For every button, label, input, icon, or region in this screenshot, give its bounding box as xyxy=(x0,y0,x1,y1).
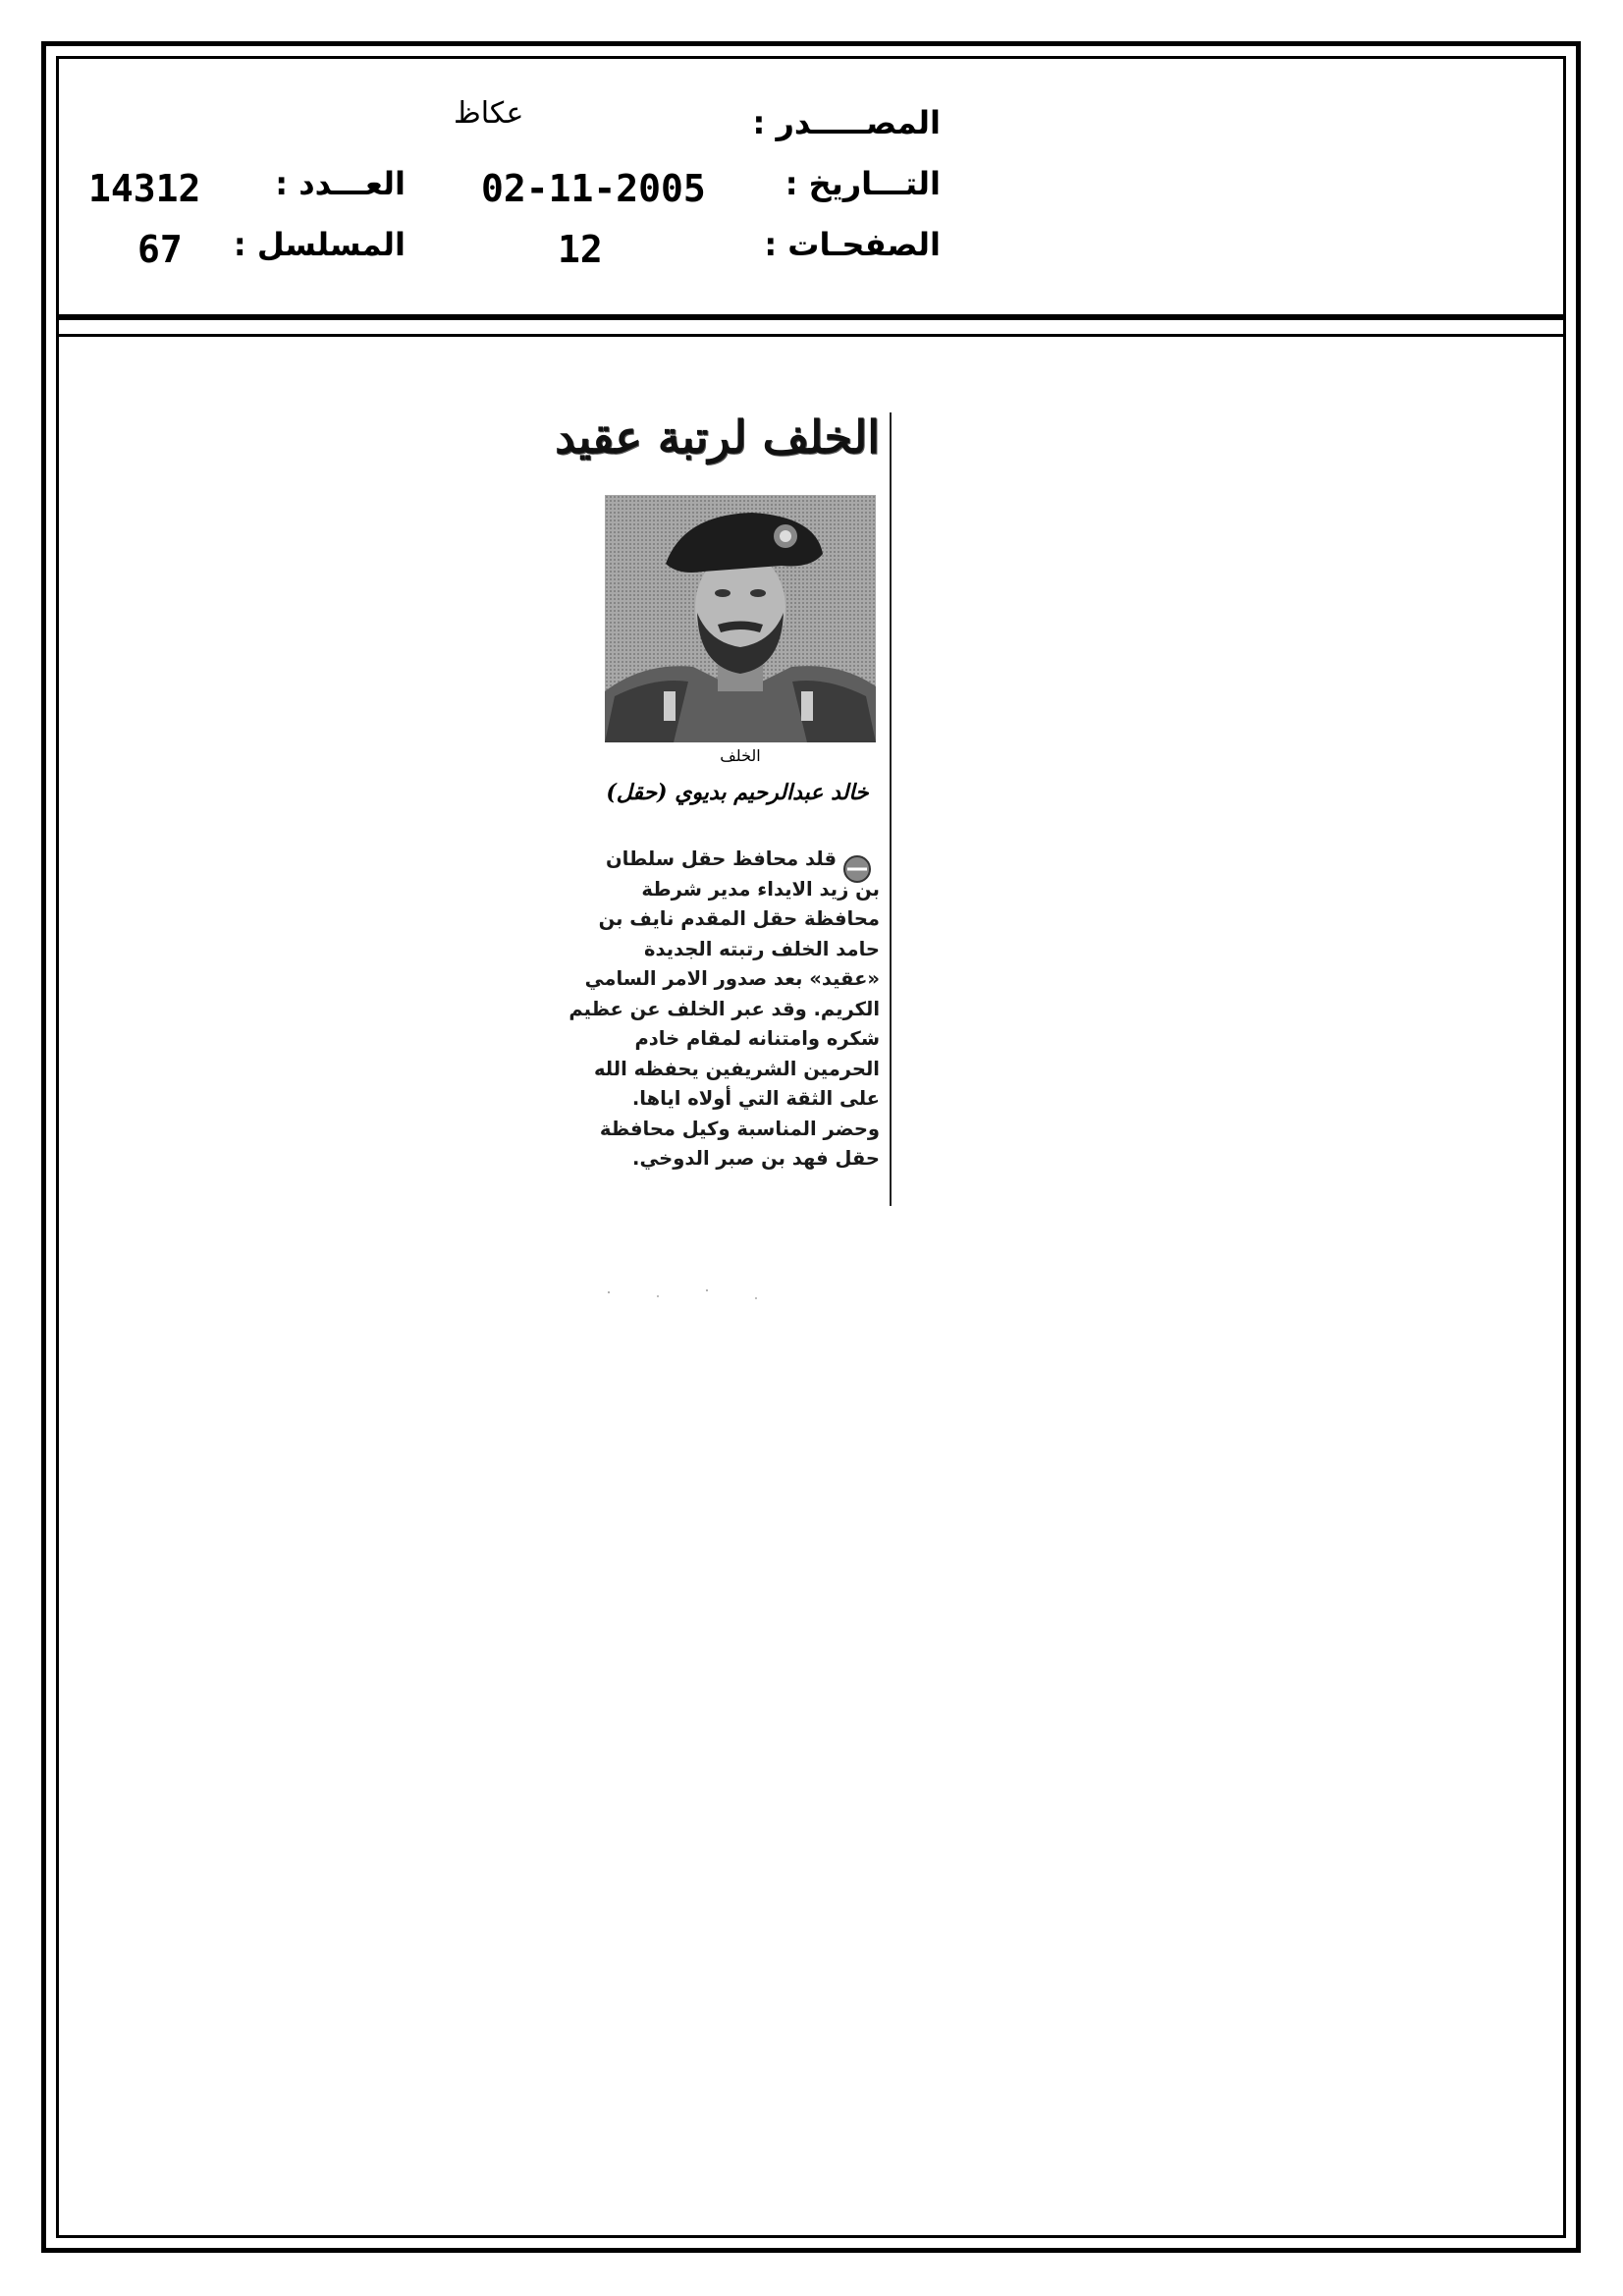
article-body-line: «عقيد» بعد صدور الامر السامي xyxy=(584,967,880,990)
article-body-line: الكريم. وقد عبر الخلف عن عظيم xyxy=(568,997,880,1020)
article-body-line: بن زيد الايداء مدير شرطة xyxy=(641,877,880,901)
article-body-line: حامد الخلف رتبته الجديدة xyxy=(643,937,880,960)
pages-label: الصفحـات : xyxy=(764,226,941,263)
article-body-line: حقل فهد بن صبر الدوخي. xyxy=(632,1147,880,1170)
pages-value: 12 xyxy=(558,228,603,271)
article-body-line: الحرمين الشريفين يحفظه الله xyxy=(593,1057,880,1080)
officer-portrait-image xyxy=(605,495,876,742)
article-body xyxy=(568,845,880,1175)
issue-label: العـــدد : xyxy=(275,165,406,202)
article-byline: خالد عبدالرحيم بديوي (حقل) xyxy=(606,780,869,805)
photo-caption: الخلف xyxy=(720,746,761,765)
date-value: 02-11-2005 xyxy=(481,167,706,210)
serial-value: 67 xyxy=(137,228,183,271)
header-divider-thin xyxy=(56,334,1566,337)
source-value: عكاظ xyxy=(454,96,524,131)
issue-value: 14312 xyxy=(88,167,201,210)
article-body-line: قلد محافظ حقل سلطان xyxy=(605,847,837,870)
article-headline: الخلف لرتبة عقيد xyxy=(555,410,880,464)
column-rule xyxy=(890,412,892,1206)
article-body-line: على الثقة التي أولاه اياها. xyxy=(631,1087,880,1110)
header-divider xyxy=(56,314,1566,320)
article-body-line: شكره وامتنانه لمقام خادم xyxy=(634,1027,880,1050)
date-label: التـــاريخ : xyxy=(784,165,941,202)
serial-label: المسلسل : xyxy=(233,226,406,263)
article-body-line: وحضر المناسبة وكيل محافظة xyxy=(599,1117,880,1140)
source-label: المصـــــدر : xyxy=(752,104,941,141)
scan-noise xyxy=(589,1285,785,1304)
portrait-photo xyxy=(605,495,876,742)
article-body-line: محافظة حقل المقدم نايف بن xyxy=(598,907,880,930)
